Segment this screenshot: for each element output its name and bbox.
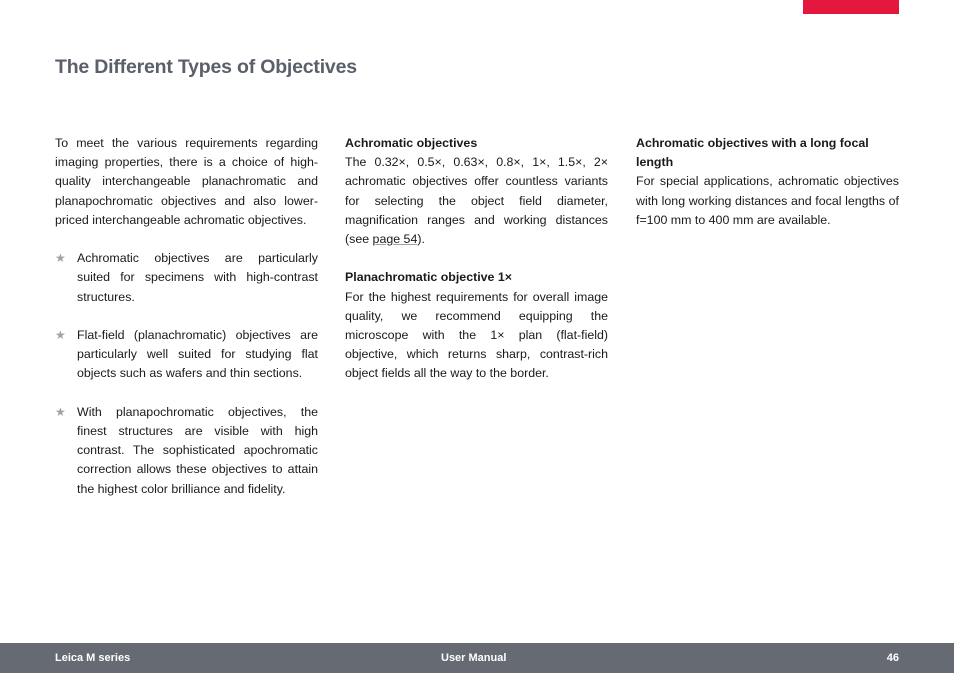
column-long-focal — [636, 134, 899, 230]
star-icon: ★ — [55, 251, 66, 266]
list-item — [55, 249, 318, 307]
long-focal-heading: Achromatic objectives with a long focal length — [636, 136, 869, 170]
long-focal-paragraph: For special applications, achromatic objectives with long working distances and focal lengths of f=100 mm to 400 mm are available. — [636, 174, 899, 227]
list-item-text: Achromatic objectives are particularly suited for specimens with high-contrast structures. — [77, 251, 318, 304]
footer-product: Leica M series — [55, 652, 131, 664]
achromatic-text: The 0.32×, 0.5×, 0.63×, 0.8×, 1×, 1.5×, 2× achromatic objectives offer countless variants for selecting the object field diameter, magnification ranges and working distances (see — [345, 155, 608, 247]
page-link[interactable]: page 54 — [372, 232, 418, 247]
planachromatic-paragraph: For the highest requirements for overall image quality, we recommend equipping the microscope with the 1× plan (flat-field) objective, which returns sharp, contrast-rich object fields all the way to the border. — [345, 289, 608, 381]
planachromatic-heading: Planachromatic objective 1× — [345, 270, 513, 285]
star-icon: ★ — [55, 404, 66, 419]
list-item-text: With planapochromatic objectives, the finest structures are visible with high contrast. The sophisticated apochromatic correction allows these objectives to attain the highest color brilliance and fidelity. — [77, 404, 318, 496]
achromatic-paragraph — [345, 153, 608, 249]
accent-tab — [803, 0, 899, 14]
page-title: The Different Types of Objectives — [55, 56, 357, 78]
column-intro — [55, 134, 318, 499]
achromatic-heading: Achromatic objectives — [345, 136, 478, 150]
list-item — [55, 326, 318, 384]
page-number: 46 — [886, 652, 899, 664]
star-icon: ★ — [55, 328, 66, 342]
footer-bar — [0, 643, 954, 673]
column-achromatic — [345, 134, 608, 384]
list-item — [55, 403, 318, 499]
list-item-text: Flat-field (planachromatic) objectives are particularly well suited for studying flat objects such as wafers and thin sections. — [77, 328, 318, 381]
intro-paragraph: To meet the various requirements regarding imaging properties, there is a choice of high-quality interchangeable planachromatic and planapochromatic objectives and also lower-priced interchangeable achromatic objectives. — [55, 136, 318, 227]
achromatic-text-end: ). — [417, 232, 425, 247]
footer-manual-label: User Manual — [441, 652, 507, 664]
